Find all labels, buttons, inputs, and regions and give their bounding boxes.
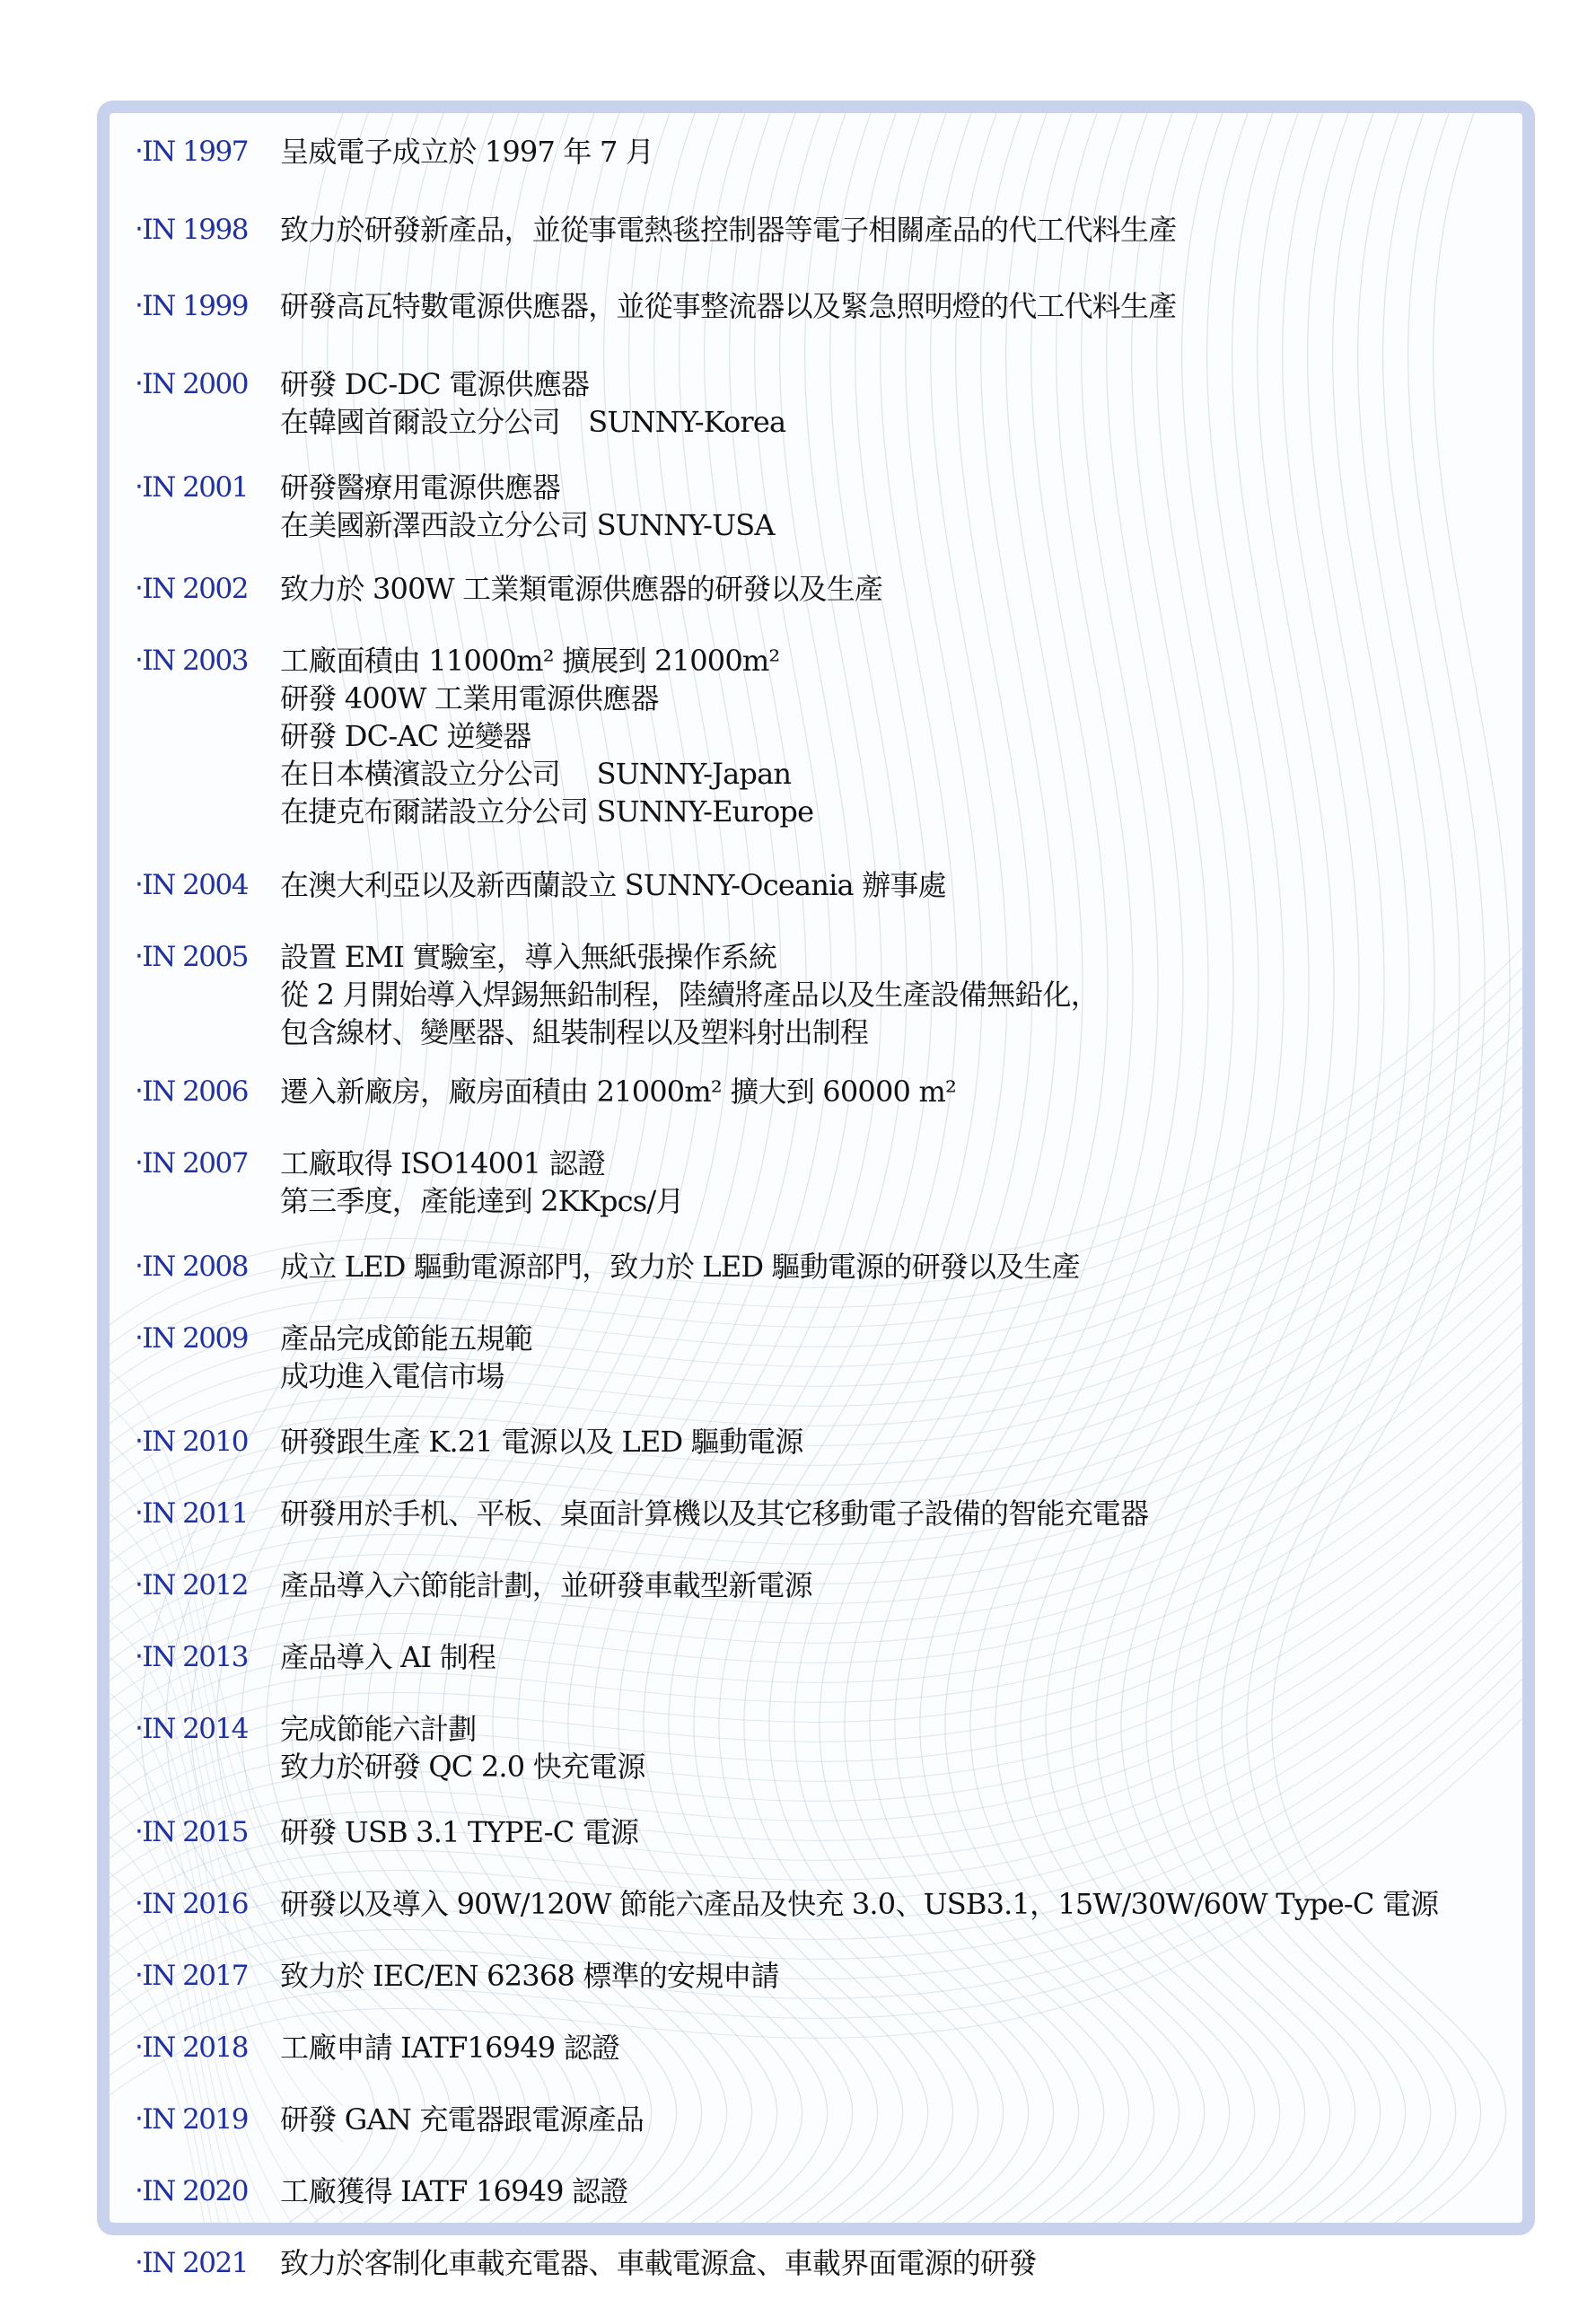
timeline-year: ‧IN 1998 (135, 214, 248, 246)
timeline-year: ‧IN 2011 (135, 1497, 248, 1530)
timeline-description (280, 2244, 1528, 2282)
timeline-description (280, 570, 1528, 608)
timeline-line: 研發 USB 3.1 TYPE-C 電源 (280, 1815, 639, 1849)
timeline-description (280, 1145, 1528, 1220)
timeline-line: 研發跟生產 K.21 電源以及 LED 驅動電源 (280, 1425, 803, 1459)
timeline-description (280, 1885, 1528, 1923)
timeline-line: 呈威電子成立於 1997 年 7 月 (280, 135, 654, 169)
timeline-line: 工廠申請 IATF16949 認證 (280, 2031, 620, 2065)
timeline-line: 工廠取得 ISO14001 認證 (280, 1146, 606, 1180)
timeline-line: 研發 GAN 充電器跟電源產品 (280, 2102, 645, 2137)
timeline-line: 研發 DC-DC 電源供應器 (280, 367, 590, 401)
timeline-year: ‧IN 2012 (135, 1569, 248, 1601)
timeline-line: 研發以及導入 90W/120W 節能六產品及快充 3.0、USB3.1，15W/30W/60W Type-C 電源 (280, 1887, 1439, 1921)
timeline-year: ‧IN 2010 (135, 1426, 248, 1458)
timeline-description (280, 287, 1528, 325)
timeline-year: ‧IN 2015 (135, 1816, 248, 1848)
timeline-year: ‧IN 2007 (135, 1147, 248, 1180)
timeline-line: 從 2 月開始導入焊錫無鉛制程，陸續將產品以及生產設備無鉛化， (280, 978, 1099, 1012)
timeline-year: ‧IN 2000 (135, 368, 248, 400)
timeline-description (280, 1248, 1528, 1286)
timeline-description (280, 2101, 1528, 2138)
timeline-line: 成功進入電信市場 (280, 1359, 504, 1393)
timeline-year: ‧IN 2001 (135, 471, 248, 504)
timeline-line: 在美國新澤西設立分公司 SUNNY-USA (280, 508, 775, 542)
timeline-line: 致力於客制化車載充電器、車載電源盒、車載界面電源的研發 (280, 2246, 1037, 2280)
timeline-line: 在捷克布爾諾設立分公司 SUNNY-Europe (280, 794, 814, 829)
timeline-year: ‧IN 2006 (135, 1075, 248, 1108)
timeline-description (280, 1638, 1528, 1676)
timeline-year: ‧IN 2020 (135, 2175, 248, 2207)
timeline-description (280, 1320, 1528, 1395)
timeline-description (280, 365, 1528, 441)
timeline-year: ‧IN 2018 (135, 2031, 248, 2064)
timeline-year: ‧IN 2002 (135, 573, 248, 605)
timeline-year: ‧IN 2004 (135, 869, 248, 901)
timeline-line: 工廠面積由 11000m² 擴展到 21000m² (280, 644, 780, 678)
timeline-line: 致力於 300W 工業類電源供應器的研發以及生產 (280, 572, 883, 606)
timeline-line: 產品導入 AI 制程 (280, 1640, 496, 1674)
timeline-description (280, 1710, 1528, 1786)
timeline-line: 設置 EMI 實驗室，導入無紙張操作系統 (280, 940, 777, 974)
timeline-line: 完成節能六計劃 (280, 1712, 477, 1746)
timeline-line: 包含線材、變壓器、組裝制程以及塑料射出制程 (280, 1015, 869, 1049)
timeline-line: 成立 LED 驅動電源部門，致力於 LED 驅動電源的研發以及生產 (280, 1250, 1080, 1284)
timeline-description (280, 1566, 1528, 1604)
timeline-line: 致力於研發新產品，並從事電熱毯控制器等電子相關產品的代工代料生產 (280, 213, 1177, 247)
timeline-year: ‧IN 2016 (135, 1888, 248, 1920)
timeline-year: ‧IN 2005 (135, 941, 248, 973)
timeline-description (280, 938, 1528, 1051)
timeline-line: 致力於研發 QC 2.0 快充電源 (280, 1750, 645, 1784)
timeline-line: 研發 DC-AC 逆變器 (280, 719, 531, 753)
timeline-description (280, 866, 1528, 904)
timeline-description (280, 642, 1528, 830)
timeline-description (280, 1957, 1528, 1995)
timeline-year: ‧IN 2014 (135, 1713, 248, 1745)
timeline-year: ‧IN 1997 (135, 136, 248, 168)
timeline-line: 第三季度，產能達到 2KKpcs/月 (280, 1184, 684, 1218)
timeline-year: ‧IN 2017 (135, 1960, 248, 1992)
timeline-year: ‧IN 2021 (135, 2247, 248, 2279)
timeline-line: 研發高瓦特數電源供應器，並從事整流器以及緊急照明燈的代工代料生產 (280, 289, 1177, 323)
timeline-line: 研發 400W 工業用電源供應器 (280, 681, 659, 715)
timeline-description (280, 2172, 1528, 2210)
timeline-year: ‧IN 2008 (135, 1250, 248, 1283)
timeline-year: ‧IN 1999 (135, 290, 248, 322)
timeline-line: 研發醫療用電源供應器 (280, 470, 561, 505)
timeline-year: ‧IN 2013 (135, 1641, 248, 1673)
timeline-description (280, 133, 1528, 171)
timeline-line: 產品完成節能五規範 (280, 1321, 532, 1356)
timeline-description (280, 1495, 1528, 1532)
timeline-description (280, 2029, 1528, 2066)
timeline-line: 研發用於手机、平板、桌面計算機以及其它移動電子設備的智能充電器 (280, 1496, 1149, 1531)
timeline-year: ‧IN 2009 (135, 1322, 248, 1355)
timeline-description (280, 211, 1528, 249)
timeline-year: ‧IN 2019 (135, 2103, 248, 2136)
timeline-line: 工廠獲得 IATF 16949 認證 (280, 2174, 628, 2208)
timeline-line: 在日本橫濱設立分公司 SUNNY-Japan (280, 757, 792, 791)
timeline-line: 在澳大利亞以及新西蘭設立 SUNNY-Oceania 辦事處 (280, 868, 946, 902)
timeline-description (280, 1813, 1528, 1851)
timeline-description (280, 469, 1528, 544)
timeline-line: 在韓國首爾設立分公司 SUNNY-Korea (280, 405, 786, 439)
timeline-line: 遷入新廠房，廠房面積由 21000m² 擴大到 60000 m² (280, 1075, 957, 1109)
timeline-line: 產品導入六節能計劃，並研發車載型新電源 (280, 1568, 812, 1602)
timeline-line: 致力於 IEC/EN 62368 標準的安規申請 (280, 1959, 779, 1993)
timeline-year: ‧IN 2003 (135, 645, 248, 677)
timeline-description (280, 1073, 1528, 1110)
timeline-description (280, 1423, 1528, 1461)
